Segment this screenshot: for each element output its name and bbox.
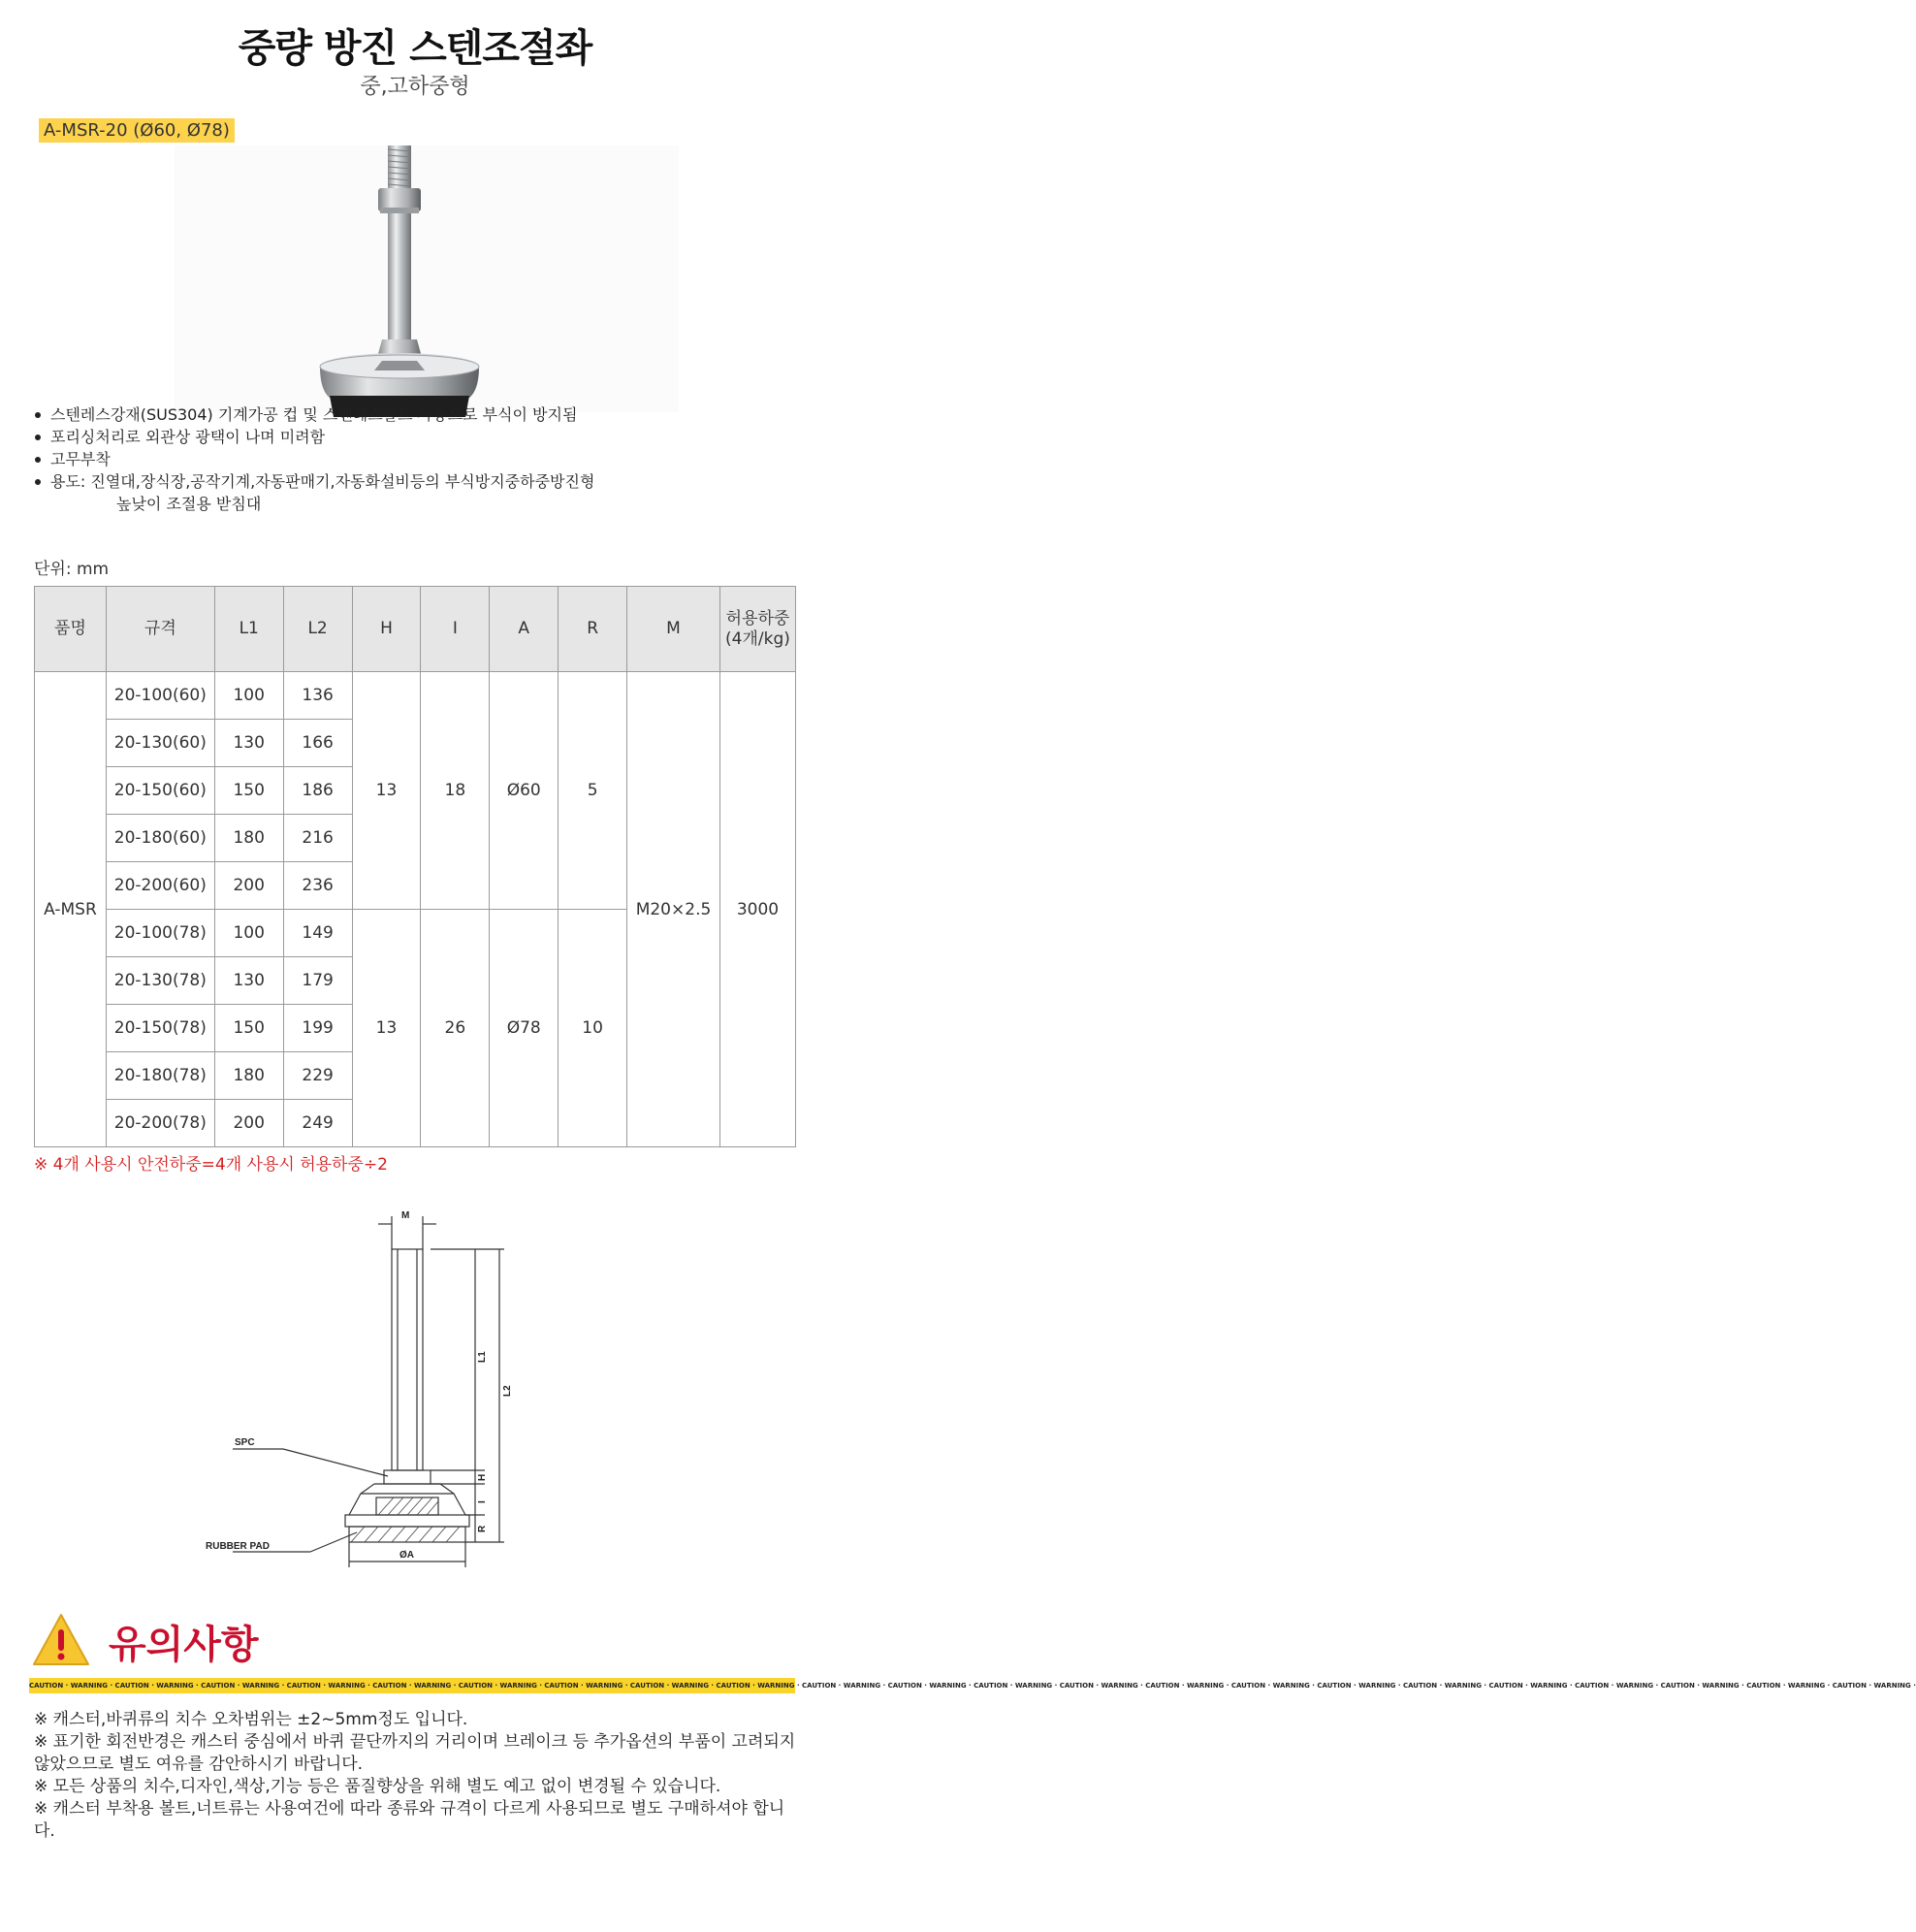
cell-i: 26 <box>421 910 490 1147</box>
cell-l1: 150 <box>214 1005 283 1052</box>
note-item: ※ 모든 상품의 치수,디자인,색상,기능 등은 품질향상을 위해 별도 예고 없이 변경될 수 있습니다. <box>34 1777 721 1796</box>
feature-item: 포리싱처리로 외관상 광택이 나며 미려함 <box>29 426 805 448</box>
label-l2: L2 <box>502 1385 513 1397</box>
label-a: ØA <box>399 1550 414 1561</box>
cell-l2: 166 <box>283 720 352 767</box>
table-row <box>35 672 796 720</box>
header-l2: L2 <box>283 587 352 672</box>
feature-item-continuation: 높낮이 조절용 받침대 <box>116 495 262 513</box>
cell-spec: 20-100(60) <box>106 672 214 720</box>
header-a: A <box>490 587 559 672</box>
cell-l2: 149 <box>283 910 352 957</box>
label-h: H <box>477 1473 488 1481</box>
feature-item: 스텐레스강재(SUS304) 기계가공 컵 및 스텐레스볼트 사용으로 부식이 방지됨 <box>29 403 805 426</box>
dimension-diagram <box>194 1203 553 1571</box>
cell-spec: 20-130(78) <box>106 957 214 1005</box>
cell-l2: 179 <box>283 957 352 1005</box>
cell-spec: 20-150(78) <box>106 1005 214 1052</box>
cell-h: 13 <box>352 672 421 910</box>
cell-spec: 20-180(60) <box>106 815 214 862</box>
page-subtitle: 중,고하중형 <box>360 75 470 99</box>
header-m: M <box>627 587 720 672</box>
label-m: M <box>401 1210 410 1221</box>
dimension-drawing <box>194 1203 553 1571</box>
cell-spec: 20-150(60) <box>106 767 214 815</box>
cell-l2: 136 <box>283 672 352 720</box>
note-item: ※ 캐스터 부착용 볼트,너트류는 사용여건에 따라 종류와 규격이 다르게 사용되므로 별도 구매하셔야 합니다. <box>34 1799 785 1841</box>
cell-product: A-MSR <box>35 672 107 1147</box>
note-item: ※ 캐스터,바퀴류의 치수 오차범위는 ±2~5mm정도 입니다. <box>34 1710 468 1729</box>
note-item: ※ 표기한 회전반경은 캐스터 중심에서 바퀴 끝단까지의 거리이며 브레이크 등 추가옵션의 부품이 고려되지 않았으므로 별도 여유를 감안하시기 바랍니다. <box>34 1732 796 1774</box>
cell-spec: 20-200(60) <box>106 862 214 910</box>
load-notice: ※ 4개 사용시 안전하중=4개 사용시 허용하중÷2 <box>34 1155 388 1175</box>
cell-l1: 130 <box>214 957 283 1005</box>
cell-h: 13 <box>352 910 421 1147</box>
cell-l1: 150 <box>214 767 283 815</box>
product-photo <box>175 145 679 412</box>
cell-r: 5 <box>559 672 627 910</box>
leveling-foot-image <box>175 145 679 412</box>
cell-i: 18 <box>421 672 490 910</box>
header-spec: 규격 <box>106 587 214 672</box>
cell-l1: 200 <box>214 1100 283 1147</box>
model-tag: A-MSR-20 (Ø60, Ø78) <box>39 118 235 143</box>
cell-l2: 216 <box>283 815 352 862</box>
cell-a: Ø60 <box>490 672 559 910</box>
cell-l2: 249 <box>283 1100 352 1147</box>
page-title: 중량 방진 스텐조절좌 <box>238 26 592 71</box>
feature-item: 용도: 진열대,장식장,공작기계,자동판매기,자동화설비등의 부식방지중하중방진형 <box>29 470 805 493</box>
cell-r: 10 <box>559 910 627 1147</box>
header-product: 품명 <box>35 587 107 672</box>
cell-spec: 20-200(78) <box>106 1100 214 1147</box>
header-h: H <box>352 587 421 672</box>
feature-list <box>29 403 805 515</box>
cell-l2: 229 <box>283 1052 352 1100</box>
cell-m: M20×2.5 <box>627 672 720 1147</box>
caution-band <box>29 1678 1916 1693</box>
warning-triangle-icon <box>31 1612 91 1670</box>
cell-spec: 20-100(78) <box>106 910 214 957</box>
cell-l1: 100 <box>214 910 283 957</box>
label-r: R <box>477 1525 488 1532</box>
cell-spec: 20-130(60) <box>106 720 214 767</box>
cell-l2: 186 <box>283 767 352 815</box>
header-r: R <box>559 587 627 672</box>
label-rubber-pad: RUBBER PAD <box>206 1541 270 1552</box>
caution-title: 유의사항 <box>109 1623 259 1667</box>
table-header-row <box>35 587 796 672</box>
cell-spec: 20-180(78) <box>106 1052 214 1100</box>
cell-l1: 100 <box>214 672 283 720</box>
cell-l2: 199 <box>283 1005 352 1052</box>
spec-table <box>34 586 796 1147</box>
unit-label: 단위: mm <box>34 560 110 579</box>
cell-l1: 200 <box>214 862 283 910</box>
label-l1: L1 <box>477 1351 488 1363</box>
cell-load: 3000 <box>719 672 795 1147</box>
header-l1: L1 <box>214 587 283 672</box>
cell-l1: 130 <box>214 720 283 767</box>
label-spc: SPC <box>235 1437 255 1448</box>
cell-l1: 180 <box>214 815 283 862</box>
label-i: I <box>477 1500 488 1503</box>
cell-a: Ø78 <box>490 910 559 1147</box>
cell-l2: 236 <box>283 862 352 910</box>
caution-band-text: CAUTION · WARNING · CAUTION · WARNING · CAUTION · WARNING · CAUTION · WARNING · CAUTION · WARNING · CAUTION · WARNING · CAUTION · WARNING · CAUTION · WARNING · CAUTION · WARNING · CAUTION · WARNING · CAUTION · WARNING · CAUTION · WARNING · CAUTION · WARNING · CAUTION · WARNING · CAUTION · WARNING · CAUTION · WARNING · CAUTION · WARNING · CAUTION · WARNING · CAUTION · WARNING · CAUTION · WARNING · CAUTION · WARNING · CAUTION · WARNING · <box>29 1682 1916 1690</box>
notes-list <box>34 1709 800 1843</box>
cell-l1: 180 <box>214 1052 283 1100</box>
header-i: I <box>421 587 490 672</box>
header-load: 허용하중 (4개/kg) <box>719 587 795 672</box>
feature-item: 고무부착 <box>29 448 805 470</box>
